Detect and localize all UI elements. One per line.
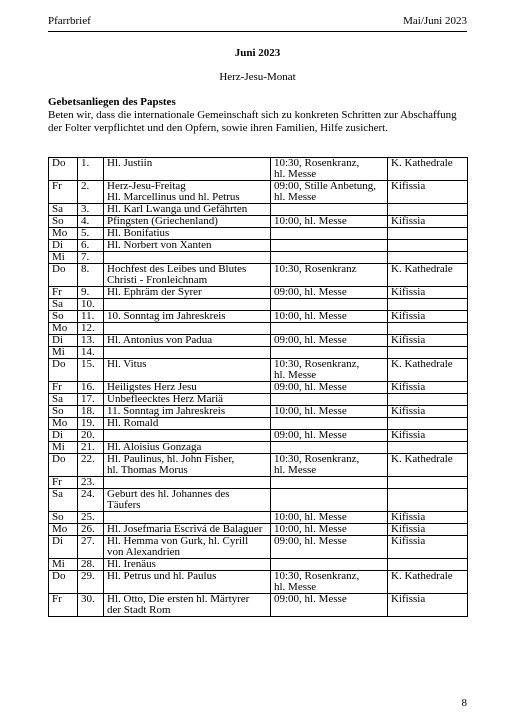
time-cell [271, 216, 388, 228]
schedule-row [49, 264, 468, 287]
schedule-row [49, 430, 468, 442]
day-cell: Do [49, 264, 78, 287]
event-line: Hl. Irenäus [107, 558, 156, 570]
schedule-table [48, 157, 468, 617]
time-cell [271, 477, 388, 489]
event-cell [104, 536, 271, 559]
event-line: Hl. Hemma von Gurk, hl. Cyrill [107, 535, 249, 547]
month-subtitle: Herz-Jesu-Monat [219, 71, 296, 83]
time-line: hl. Messe [274, 191, 317, 203]
schedule-row [49, 323, 468, 335]
schedule-row [49, 252, 468, 264]
date-cell: 26. [78, 524, 104, 536]
time-line: 09:00, hl. Messe [274, 593, 347, 605]
prayer-title: Gebetsanliegen des Papstes [48, 96, 176, 108]
time-cell [271, 287, 388, 299]
day-cell: So [49, 311, 78, 323]
event-cell [104, 323, 271, 335]
date-cell: 13. [78, 335, 104, 347]
schedule-row [49, 571, 468, 594]
event-cell [104, 335, 271, 347]
time-line: 10:00, hl. Messe [274, 215, 347, 227]
event-line: Heiligstes Herz Jesu [107, 381, 197, 393]
day-cell: Fr [49, 181, 78, 204]
header-title: Pfarrbrief [48, 15, 91, 27]
day-cell: So [49, 406, 78, 418]
time-cell [271, 264, 388, 287]
date-cell: 4. [78, 216, 104, 228]
date-cell: 18. [78, 406, 104, 418]
day-cell: Mi [49, 442, 78, 454]
schedule-row [49, 216, 468, 228]
event-cell [104, 571, 271, 594]
day-cell: So [49, 512, 78, 524]
schedule-row [49, 311, 468, 323]
schedule-row [49, 240, 468, 252]
month-title: Juni 2023 [234, 47, 281, 59]
date-cell: 3. [78, 204, 104, 216]
day-cell: So [49, 216, 78, 228]
place-cell [388, 204, 468, 216]
event-cell [104, 594, 271, 617]
time-cell [271, 299, 388, 311]
time-line: 10:30, Rosenkranz, [274, 157, 360, 169]
date-cell: 21. [78, 442, 104, 454]
time-cell [271, 228, 388, 240]
time-line: 10:30, Rosenkranz [274, 263, 357, 275]
day-cell: Fr [49, 287, 78, 299]
event-line: Hl. Aloisius Gonzaga [107, 441, 202, 453]
place-cell [388, 477, 468, 489]
time-cell [271, 559, 388, 571]
day-cell: Sa [49, 489, 78, 512]
day-cell: Do [49, 454, 78, 477]
time-cell [271, 430, 388, 442]
time-line: hl. Messe [274, 369, 317, 381]
date-cell: 7. [78, 252, 104, 264]
schedule-row [49, 406, 468, 418]
event-cell [104, 216, 271, 228]
event-cell [104, 418, 271, 430]
day-cell: Di [49, 430, 78, 442]
time-line: 09:00, hl. Messe [274, 535, 347, 547]
event-cell [104, 512, 271, 524]
place-cell [388, 299, 468, 311]
schedule-row [49, 524, 468, 536]
place-cell [388, 489, 468, 512]
header-issue: Mai/Juni 2023 [403, 15, 467, 27]
date-cell: 2. [78, 181, 104, 204]
event-line: Täufers [107, 499, 141, 511]
day-cell: Di [49, 536, 78, 559]
time-line: 09:00, hl. Messe [274, 334, 347, 346]
time-line: 10:30, Rosenkranz, [274, 453, 360, 465]
place-cell [388, 228, 468, 240]
schedule-row [49, 512, 468, 524]
event-line: Hl. Josefmaria Escrivá de Balaguer [107, 523, 263, 535]
place-cell [388, 347, 468, 359]
time-line: 10:00, hl. Messe [274, 310, 347, 322]
place-cell [388, 240, 468, 252]
schedule-row [49, 394, 468, 406]
time-cell [271, 311, 388, 323]
place-cell: K. Kathedrale [388, 264, 468, 287]
page-number: 8 [461, 697, 467, 709]
schedule-row [49, 382, 468, 394]
date-cell: 24. [78, 489, 104, 512]
time-line: 10:00, hl. Messe [274, 511, 347, 523]
time-line: 10:00, hl. Messe [274, 523, 347, 535]
time-line: 10:30, Rosenkranz, [274, 358, 360, 370]
day-cell: Do [49, 359, 78, 382]
date-cell: 29. [78, 571, 104, 594]
date-cell: 16. [78, 382, 104, 394]
event-cell [104, 204, 271, 216]
event-line: Pfingsten (Griechenland) [107, 215, 218, 227]
event-line: Geburt des hl. Johannes des [107, 488, 230, 500]
date-cell: 1. [78, 158, 104, 181]
place-cell [388, 442, 468, 454]
schedule-row [49, 287, 468, 299]
event-cell [104, 240, 271, 252]
event-line: Hochfest des Leibes und Blutes [107, 263, 247, 275]
time-line: 10:00, hl. Messe [274, 405, 347, 417]
place-cell: K. Kathedrale [388, 158, 468, 181]
event-cell [104, 264, 271, 287]
day-cell: Do [49, 158, 78, 181]
time-cell [271, 158, 388, 181]
date-cell: 22. [78, 454, 104, 477]
place-cell: Kifissia [388, 382, 468, 394]
event-line: 11. Sonntag im Jahreskreis [107, 405, 226, 417]
time-line: hl. Messe [274, 581, 317, 593]
schedule-row [49, 335, 468, 347]
place-cell: K. Kathedrale [388, 454, 468, 477]
place-cell [388, 394, 468, 406]
event-cell [104, 406, 271, 418]
place-cell: Kifissia [388, 335, 468, 347]
time-cell [271, 594, 388, 617]
time-cell [271, 571, 388, 594]
time-cell [271, 204, 388, 216]
place-cell: K. Kathedrale [388, 571, 468, 594]
day-cell: Di [49, 335, 78, 347]
schedule-row [49, 347, 468, 359]
schedule-row [49, 359, 468, 382]
event-cell [104, 347, 271, 359]
place-cell: K. Kathedrale [388, 359, 468, 382]
date-cell: 11. [78, 311, 104, 323]
day-cell: Mi [49, 559, 78, 571]
event-cell [104, 228, 271, 240]
event-cell [104, 454, 271, 477]
date-cell: 8. [78, 264, 104, 287]
place-cell: Kifissia [388, 181, 468, 204]
schedule-row [49, 489, 468, 512]
schedule-row [49, 181, 468, 204]
event-line: Herz-Jesu-Freitag [107, 180, 186, 192]
schedule-row [49, 594, 468, 617]
date-cell: 28. [78, 559, 104, 571]
event-cell [104, 559, 271, 571]
place-cell: Kifissia [388, 430, 468, 442]
day-cell: Mo [49, 418, 78, 430]
time-cell [271, 181, 388, 204]
schedule-row [49, 559, 468, 571]
place-cell: Kifissia [388, 594, 468, 617]
event-cell [104, 252, 271, 264]
day-cell: Fr [49, 594, 78, 617]
event-line: Hl. Justiin [107, 157, 153, 169]
day-cell: Sa [49, 204, 78, 216]
date-cell: 10. [78, 299, 104, 311]
place-cell: Kifissia [388, 536, 468, 559]
time-cell [271, 382, 388, 394]
time-line: 09:00, hl. Messe [274, 381, 347, 393]
place-cell [388, 559, 468, 571]
time-line: hl. Messe [274, 464, 317, 476]
prayer-text-line: der Folter verpflichtet und den Opfern, sowie ihren Familien, Hilfe zusichert. [48, 122, 388, 134]
time-cell [271, 394, 388, 406]
time-cell [271, 252, 388, 264]
day-cell: Mi [49, 252, 78, 264]
schedule-row [49, 454, 468, 477]
place-cell [388, 418, 468, 430]
schedule-row [49, 158, 468, 181]
schedule-row [49, 299, 468, 311]
event-line: Hl. Marcellinus und hl. Petrus [107, 191, 240, 203]
time-cell [271, 240, 388, 252]
event-line: Hl. Vitus [107, 358, 147, 370]
event-cell [104, 489, 271, 512]
time-cell [271, 359, 388, 382]
place-cell: Kifissia [388, 287, 468, 299]
date-cell: 5. [78, 228, 104, 240]
event-cell [104, 382, 271, 394]
event-cell [104, 181, 271, 204]
place-cell [388, 323, 468, 335]
event-line: von Alexandrien [107, 546, 181, 558]
schedule-row [49, 418, 468, 430]
event-line: Hl. Paulinus, hl. John Fisher, [107, 453, 235, 465]
place-cell: Kifissia [388, 524, 468, 536]
date-cell: 25. [78, 512, 104, 524]
place-cell: Kifissia [388, 216, 468, 228]
place-cell: Kifissia [388, 311, 468, 323]
day-cell: Sa [49, 394, 78, 406]
event-cell [104, 430, 271, 442]
place-cell [388, 252, 468, 264]
date-cell: 14. [78, 347, 104, 359]
day-cell: Mo [49, 228, 78, 240]
event-cell [104, 442, 271, 454]
time-cell [271, 489, 388, 512]
time-cell [271, 524, 388, 536]
date-cell: 17. [78, 394, 104, 406]
schedule-row [49, 442, 468, 454]
schedule-row [49, 204, 468, 216]
event-cell [104, 394, 271, 406]
event-line: Hl. Otto, Die ersten hl. Märtyrer [107, 593, 250, 605]
date-cell: 30. [78, 594, 104, 617]
event-cell [104, 477, 271, 489]
time-cell [271, 418, 388, 430]
event-line: Unbefleecktes Herz Mariä [107, 393, 224, 405]
date-cell: 12. [78, 323, 104, 335]
time-line: 10:30, Rosenkranz, [274, 570, 360, 582]
time-line: hl. Messe [274, 168, 317, 180]
date-cell: 9. [78, 287, 104, 299]
time-line: 09:00, Stille Anbetung, [274, 180, 377, 192]
day-cell: Do [49, 571, 78, 594]
time-cell [271, 442, 388, 454]
day-cell: Mo [49, 524, 78, 536]
time-line: 09:00, hl. Messe [274, 286, 347, 298]
time-cell [271, 347, 388, 359]
date-cell: 27. [78, 536, 104, 559]
page-header [48, 13, 467, 32]
prayer-text-line: Beten wir, dass die internationale Gemeinschaft sich zu konkreten Schritten zur Abschaffung [48, 109, 457, 121]
event-line: Hl. Norbert von Xanten [107, 239, 212, 251]
date-cell: 20. [78, 430, 104, 442]
event-cell [104, 158, 271, 181]
date-cell: 15. [78, 359, 104, 382]
event-line: hl. Thomas Morus [107, 464, 188, 476]
time-cell [271, 323, 388, 335]
event-line: Hl. Bonifatius [107, 227, 170, 239]
schedule-row [49, 477, 468, 489]
event-line: Christi - Fronleichnam [107, 274, 208, 286]
event-cell [104, 524, 271, 536]
date-cell: 23. [78, 477, 104, 489]
day-cell: Mi [49, 347, 78, 359]
day-cell: Sa [49, 299, 78, 311]
prayer-intention [48, 96, 473, 135]
event-line: der Stadt Rom [107, 604, 171, 616]
place-cell: Kifissia [388, 406, 468, 418]
day-cell: Mo [49, 323, 78, 335]
day-cell: Fr [49, 382, 78, 394]
day-cell: Fr [49, 477, 78, 489]
time-cell [271, 335, 388, 347]
schedule-row [49, 228, 468, 240]
event-line: 10. Sonntag im Jahreskreis [107, 310, 226, 322]
event-line: Hl. Ephräm der Syrer [107, 286, 202, 298]
event-cell [104, 287, 271, 299]
time-cell [271, 406, 388, 418]
schedule-row [49, 536, 468, 559]
event-cell [104, 359, 271, 382]
date-cell: 19. [78, 418, 104, 430]
schedule-body [49, 158, 468, 617]
event-cell [104, 299, 271, 311]
event-line: Hl. Romald [107, 417, 159, 429]
time-cell [271, 512, 388, 524]
event-line: Hl. Antonius von Padua [107, 334, 213, 346]
date-cell: 6. [78, 240, 104, 252]
day-cell: Di [49, 240, 78, 252]
time-cell [271, 536, 388, 559]
event-line: Hl. Karl Lwanga und Gefährten [107, 203, 248, 215]
time-line: 09:00, hl. Messe [274, 429, 347, 441]
event-line: Hl. Petrus und hl. Paulus [107, 570, 217, 582]
time-cell [271, 454, 388, 477]
place-cell: Kifissia [388, 512, 468, 524]
event-cell [104, 311, 271, 323]
